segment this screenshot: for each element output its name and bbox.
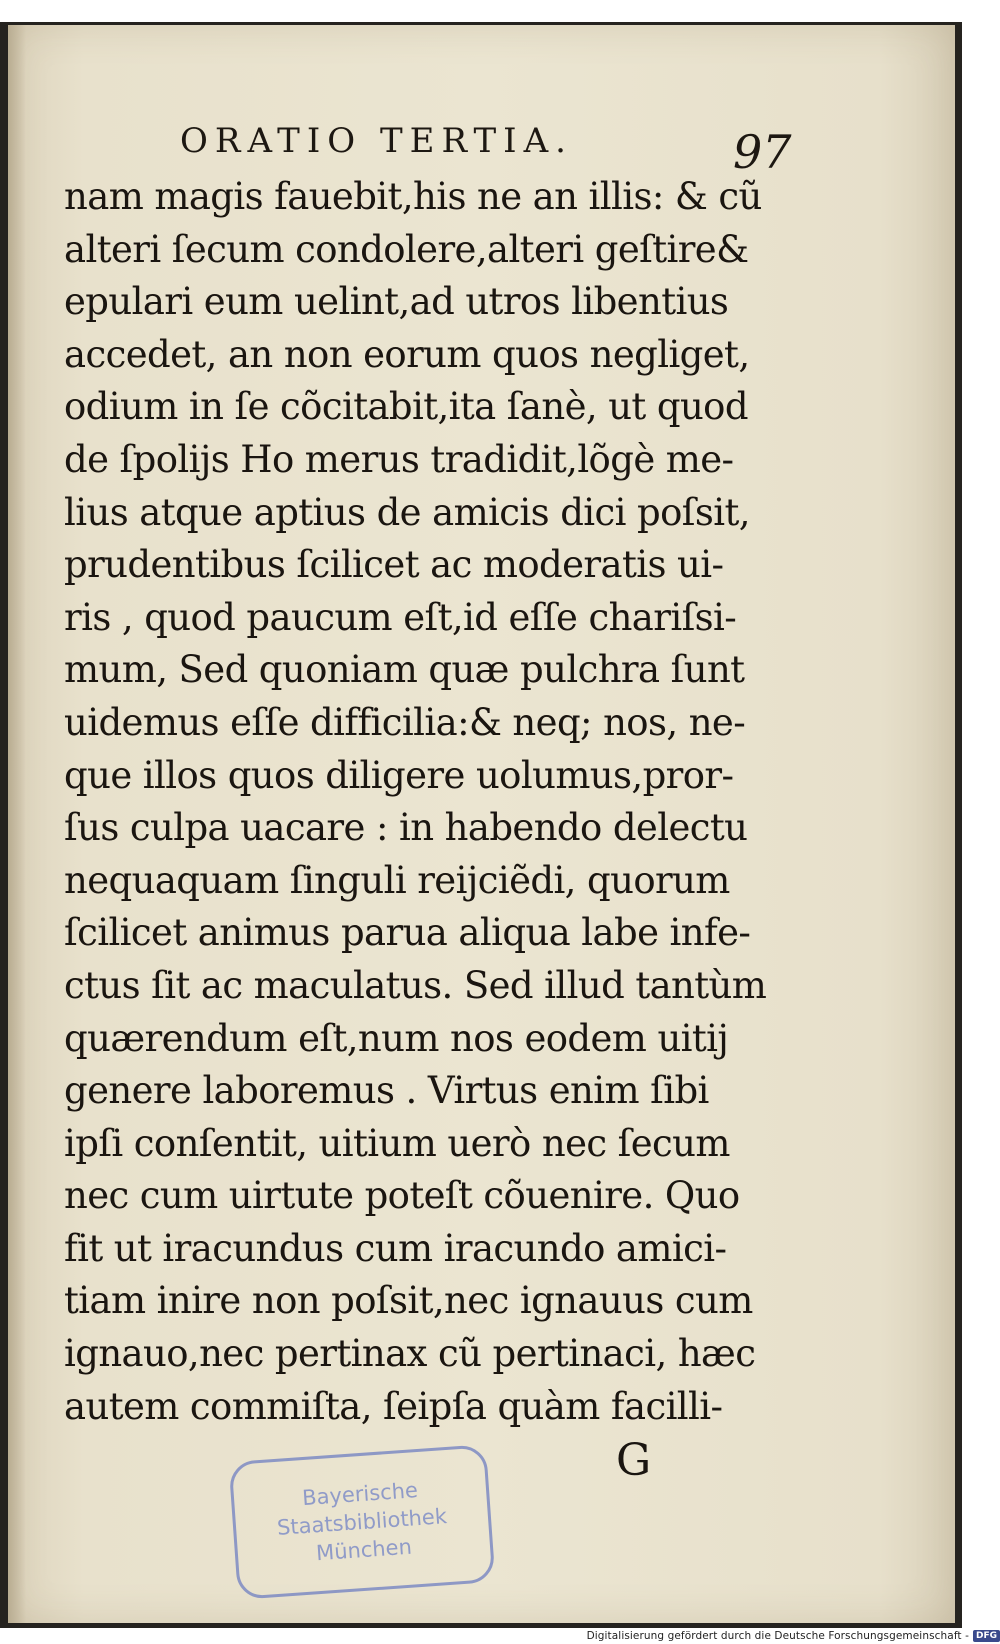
footer-bar [587, 1628, 1000, 1644]
text-line: ignauo,nec pertinax cũ pertinaci, hæc [64, 1332, 756, 1376]
signature-mark: G [616, 1435, 652, 1486]
text-line: epulari eum uelint,ad utros libentius [64, 280, 729, 324]
page-gutter [8, 25, 26, 1623]
text-line: ctus ſit ac maculatus. Sed illud tantùm [64, 963, 767, 1007]
text-line: ſus culpa uacare : in habendo delectu [64, 806, 748, 850]
body-text [64, 171, 794, 1433]
text-line: nec cum uirtute poteſt cõuenire. Quo [64, 1174, 740, 1218]
text-line: nequaquam ſinguli reijciẽdi, quorum [64, 858, 730, 902]
text-line: ipſi conſentit, uitium uerò nec ſecum [64, 1121, 730, 1165]
text-line: genere laboremus . Virtus enim ſibi [64, 1069, 709, 1113]
page-number: 97 [733, 125, 792, 179]
scan-frame [0, 22, 962, 1628]
text-line: alteri ſecum condolere,alteri geſtire& [64, 227, 749, 271]
text-line: prudentibus ſcilicet ac moderatis ui- [64, 543, 724, 587]
text-line: mum, Sed quoniam quæ pulchra ſunt [64, 648, 745, 692]
footer-credit: Digitalisierung gefördert durch die Deutsche Forschungsgemeinschaft - [586, 1630, 969, 1642]
book-page [8, 25, 955, 1623]
dfg-logo: DFG [973, 1630, 1000, 1642]
text-line: accedet, an non eorum quos negliget, [64, 332, 750, 376]
stamp-line: Staatsbibliothek [276, 1504, 448, 1540]
library-stamp [229, 1444, 496, 1600]
text-line: nam magis fauebit,his ne an illis: & cũ [64, 175, 762, 218]
text-line: ſcilicet animus parua aliqua labe infe- [64, 911, 751, 955]
text-line: tiam inire non poſsit,nec ignauus cum [64, 1279, 753, 1323]
text-line: uidemus eſſe difficilia:& neq; nos, ne- [64, 700, 746, 744]
text-line: de ſpolijs Ho merus tradidit,lõgè me- [64, 437, 734, 481]
text-line: que illos quos diligere uolumus,pror- [64, 753, 734, 797]
text-line: odium in ſe cõcitabit,ita ſanè, ut quod [64, 385, 748, 429]
text-line: lius atque aptius de amicis dici poſsit, [64, 490, 750, 534]
text-line: fit ut iracundus cum iracundo amici- [64, 1226, 727, 1270]
text-line: autem commiſta, ſeipſa quàm facilli- [64, 1384, 723, 1428]
text-line: quærendum eſt,num nos eodem uitij [64, 1016, 729, 1060]
stamp-line: München [315, 1534, 413, 1566]
text-line: ris , quod paucum eſt,id eſſe chariſsi- [64, 595, 737, 639]
stamp-line: Bayerische [301, 1478, 419, 1511]
running-head: ORATIO TERTIA. [180, 121, 573, 161]
